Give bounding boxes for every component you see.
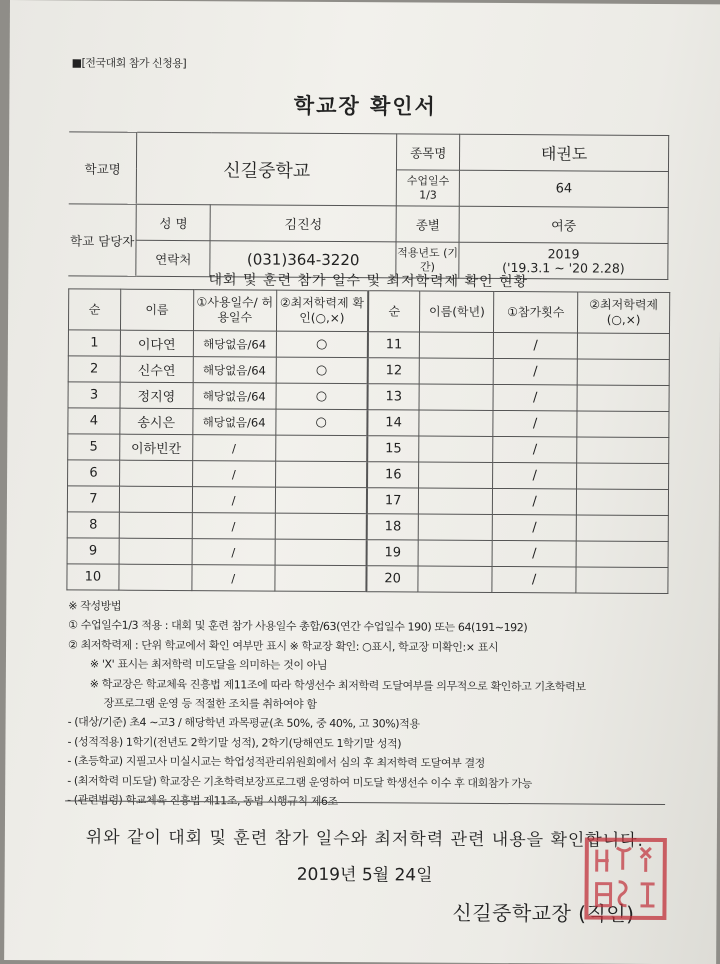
participation-count: / bbox=[492, 566, 576, 593]
period-range: ('19.3.1 ~ '20 2.28) bbox=[502, 259, 625, 276]
min-grade-check bbox=[275, 565, 367, 592]
contact-label: 학교 담당자 bbox=[68, 204, 136, 276]
min-grade-check bbox=[275, 539, 367, 566]
row-num-2: 15 bbox=[367, 436, 419, 462]
participation-count: / bbox=[493, 384, 577, 411]
used-days: 해당없음/64 bbox=[193, 409, 276, 436]
header-name-grade: 이름(학년) bbox=[420, 291, 494, 332]
table-row bbox=[67, 486, 668, 516]
used-days: / bbox=[192, 461, 275, 488]
min-grade-check: ○ bbox=[276, 383, 368, 410]
student-name bbox=[119, 538, 192, 564]
writing-instructions bbox=[67, 596, 586, 813]
sport-value: 태권도 bbox=[460, 134, 669, 171]
table-row bbox=[68, 460, 669, 490]
note-line: - (대상/기준) 초4 ~고3 / 해당학년 과목평균(초 50%, 중 40%, 고 30%)적용 bbox=[67, 715, 420, 731]
note-line: 장프로그램 운영 등 적절한 조치를 취하여야 함 bbox=[103, 696, 317, 711]
min-grade-check bbox=[275, 461, 367, 488]
table-row bbox=[68, 408, 669, 438]
row-num-2: 18 bbox=[367, 514, 419, 540]
min-grade-check-2 bbox=[576, 541, 668, 568]
min-grade-check-2 bbox=[576, 567, 668, 594]
status-section-title: 대회 및 훈련 참가 일수 및 최저학력제 확인 현황 bbox=[208, 272, 529, 291]
table-row bbox=[68, 330, 669, 360]
student-name: 신수연 bbox=[120, 356, 193, 382]
row-num: 2 bbox=[68, 356, 120, 382]
table-row bbox=[67, 538, 668, 568]
row-num-2: 13 bbox=[367, 384, 419, 410]
min-grade-check: ○ bbox=[276, 331, 368, 358]
row-num: 4 bbox=[68, 408, 120, 434]
student-name-grade bbox=[419, 436, 493, 462]
header-min-grade: ②최저학력제 확인(○,×) bbox=[276, 290, 368, 332]
header-num: 순 bbox=[68, 289, 120, 330]
note-line: ※ 학교장은 학교체육 진흥법 제11조에 따라 학생선수 최저학력 도달여부를 의무적으로 확인하고 기초학력보 bbox=[89, 677, 586, 694]
header-used-days: ①사용일수/ 허용일수 bbox=[193, 290, 276, 332]
used-days: / bbox=[192, 513, 275, 540]
student-name-grade bbox=[419, 410, 493, 436]
student-name-grade bbox=[419, 462, 493, 488]
table-row bbox=[68, 434, 669, 464]
table-row bbox=[68, 356, 669, 386]
min-grade-check-2 bbox=[577, 463, 669, 490]
participation-count: / bbox=[493, 462, 577, 489]
student-name-grade bbox=[419, 514, 493, 540]
student-name: 정지영 bbox=[120, 382, 193, 408]
school-info-table bbox=[68, 131, 669, 280]
table-row bbox=[67, 512, 668, 542]
row-num: 6 bbox=[68, 460, 120, 486]
category-label: 종별 bbox=[396, 206, 459, 242]
student-name bbox=[119, 512, 192, 538]
note-line: ※ 'X' 표시는 최저학력 미도달을 의미하는 것이 아님 bbox=[89, 657, 328, 673]
row-num-2: 12 bbox=[368, 358, 420, 384]
document-title: 학교장 확인서 bbox=[293, 93, 437, 119]
student-name-grade bbox=[418, 540, 492, 566]
row-num: 5 bbox=[68, 434, 120, 460]
student-name bbox=[119, 460, 192, 486]
used-days: 해당없음/64 bbox=[193, 383, 276, 410]
person-value: 김진성 bbox=[210, 205, 396, 242]
row-num: 8 bbox=[67, 512, 119, 538]
participation-count: / bbox=[493, 436, 577, 463]
used-days: 해당없음/64 bbox=[193, 331, 276, 358]
note-line: ② 최저학력제 : 단위 학교에서 확인 여부만 표시 ※ 학교장 확인: ○표시, 학교장 미확인:× 표시 bbox=[68, 638, 499, 654]
student-name: 송시은 bbox=[120, 408, 193, 434]
row-num: 10 bbox=[67, 564, 119, 590]
official-seal-stamp bbox=[582, 836, 669, 923]
participation-count: / bbox=[493, 410, 577, 437]
min-grade-check bbox=[275, 435, 367, 462]
note-line: - (초등학교) 지필고사 미실시교는 학업성적관리위원회에서 심의 후 최저학력 도달여부 결정 bbox=[67, 754, 485, 771]
student-name-grade bbox=[418, 566, 492, 592]
person-label: 성 명 bbox=[136, 204, 210, 240]
min-grade-check bbox=[275, 513, 367, 540]
document-page bbox=[4, 0, 720, 964]
sport-label: 종목명 bbox=[397, 134, 460, 170]
note-line: - (최저학력 미도달) 학교장은 기초학력보장프로그램 운영하여 미도달 학생선수 이수 후 대회참가 가능 bbox=[67, 774, 532, 790]
student-name-grade bbox=[419, 488, 493, 514]
min-grade-check-2 bbox=[577, 333, 669, 360]
period-label: 적용년도 (기간) bbox=[396, 242, 459, 278]
note-line: ① 수업일수1/3 적용 : 대회 및 훈련 참가 사용일수 총합/63(연간 수업일수 190) 또는 64(191~192) bbox=[68, 618, 528, 635]
class-days-label: 수업일수 1/3 bbox=[396, 170, 459, 206]
row-num-2: 17 bbox=[367, 488, 419, 514]
notes-heading: ※ 작성방법 bbox=[68, 599, 122, 613]
used-days: / bbox=[192, 565, 275, 592]
participation-count: / bbox=[493, 488, 577, 515]
principal-signature-line: 신길중학교장 (직인) bbox=[452, 900, 635, 926]
header-name: 이름 bbox=[120, 289, 193, 330]
student-name bbox=[119, 486, 192, 512]
min-grade-check-2 bbox=[577, 385, 669, 412]
min-grade-check-2 bbox=[577, 411, 669, 438]
phone-value: (031)364-3220 bbox=[210, 241, 396, 278]
student-name-grade bbox=[420, 358, 494, 384]
row-num-2: 16 bbox=[367, 462, 419, 488]
school-name-label: 학교명 bbox=[69, 132, 137, 204]
class-days-value: 64 bbox=[459, 170, 668, 207]
used-days: / bbox=[192, 539, 275, 566]
header-min-grade-2: ②최저학력제 (○,×) bbox=[578, 292, 670, 334]
min-grade-check: ○ bbox=[276, 357, 368, 384]
student-name bbox=[119, 564, 192, 590]
row-num-2: 20 bbox=[366, 566, 418, 592]
student-name-grade bbox=[420, 332, 494, 358]
row-num-2: 11 bbox=[368, 332, 420, 358]
row-num-2: 19 bbox=[367, 540, 419, 566]
participation-count: / bbox=[492, 540, 576, 567]
school-name-value: 신길중학교 bbox=[137, 132, 397, 206]
used-days: / bbox=[192, 435, 275, 462]
issue-date: 2019년 5월 24일 bbox=[296, 864, 433, 886]
min-grade-check-2 bbox=[577, 437, 669, 464]
student-name-grade bbox=[419, 384, 493, 410]
min-grade-check bbox=[275, 487, 367, 514]
participation-status-table bbox=[66, 288, 670, 594]
min-grade-check-2 bbox=[576, 515, 668, 542]
row-num: 1 bbox=[68, 330, 120, 356]
phone-label: 연락처 bbox=[136, 240, 210, 276]
participation-count: / bbox=[494, 332, 578, 359]
min-grade-check: ○ bbox=[275, 409, 367, 436]
header-num-2: 순 bbox=[368, 291, 420, 332]
row-num: 7 bbox=[67, 486, 119, 512]
table-row bbox=[67, 564, 668, 594]
period-year: 2019 bbox=[547, 245, 580, 261]
student-name: 이하빈칸 bbox=[120, 434, 193, 460]
note-line: - (관련법령) 학교체육 진흥법 제11조, 동법 시행규칙 제6조 bbox=[67, 793, 338, 809]
min-grade-check-2 bbox=[577, 359, 669, 386]
row-num-2: 14 bbox=[367, 410, 419, 436]
row-num: 9 bbox=[67, 538, 119, 564]
note-line: - (성적적용) 1학기(전년도 2학기말 성적), 2학기(당해연도 1학기말 성적) bbox=[67, 735, 402, 751]
participation-count: / bbox=[493, 358, 577, 385]
participation-count: / bbox=[492, 514, 576, 541]
used-days: / bbox=[192, 487, 275, 514]
min-grade-check-2 bbox=[576, 489, 668, 516]
category-value: 여중 bbox=[459, 206, 668, 243]
student-name: 이다연 bbox=[120, 330, 193, 356]
form-type-tag: ■[전국대회 참가 신청용] bbox=[71, 56, 187, 71]
confirmation-statement: 위와 같이 대회 및 훈련 참가 일수와 최저학력 관련 내용을 확인합니다. bbox=[85, 827, 645, 851]
table-row bbox=[68, 382, 669, 412]
row-num: 3 bbox=[68, 382, 120, 408]
header-participation: ①참가횟수 bbox=[494, 291, 578, 333]
used-days: 해당없음/64 bbox=[193, 357, 276, 384]
